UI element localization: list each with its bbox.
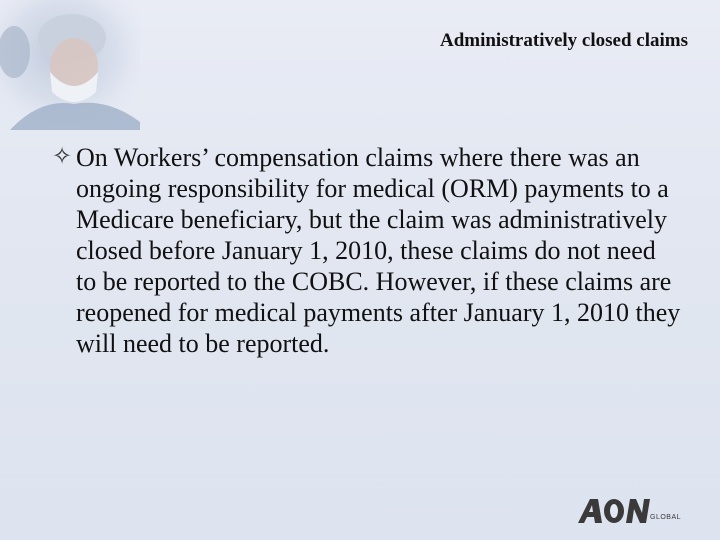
bullet-text: On Workers’ compensation claims where there was an ongoing responsibility for medical (ORM) payments to a Medicare beneficiary, but the claim was administratively closed before January 1, 2010, these claims do not need to be reported to the COBC. However, if these claims are reopened for medical payments after January 1, 2010 they will need to be reported. bbox=[76, 143, 681, 358]
four-point-star-outline-icon: ✧ bbox=[52, 144, 73, 170]
logo-subtitle: GLOBAL bbox=[650, 514, 682, 521]
surgeon-photo bbox=[0, 0, 140, 130]
slide-body bbox=[52, 142, 682, 359]
slide-title: Administratively closed claims bbox=[439, 30, 688, 51]
bullet-item bbox=[52, 142, 682, 359]
aon-logo bbox=[576, 495, 680, 525]
